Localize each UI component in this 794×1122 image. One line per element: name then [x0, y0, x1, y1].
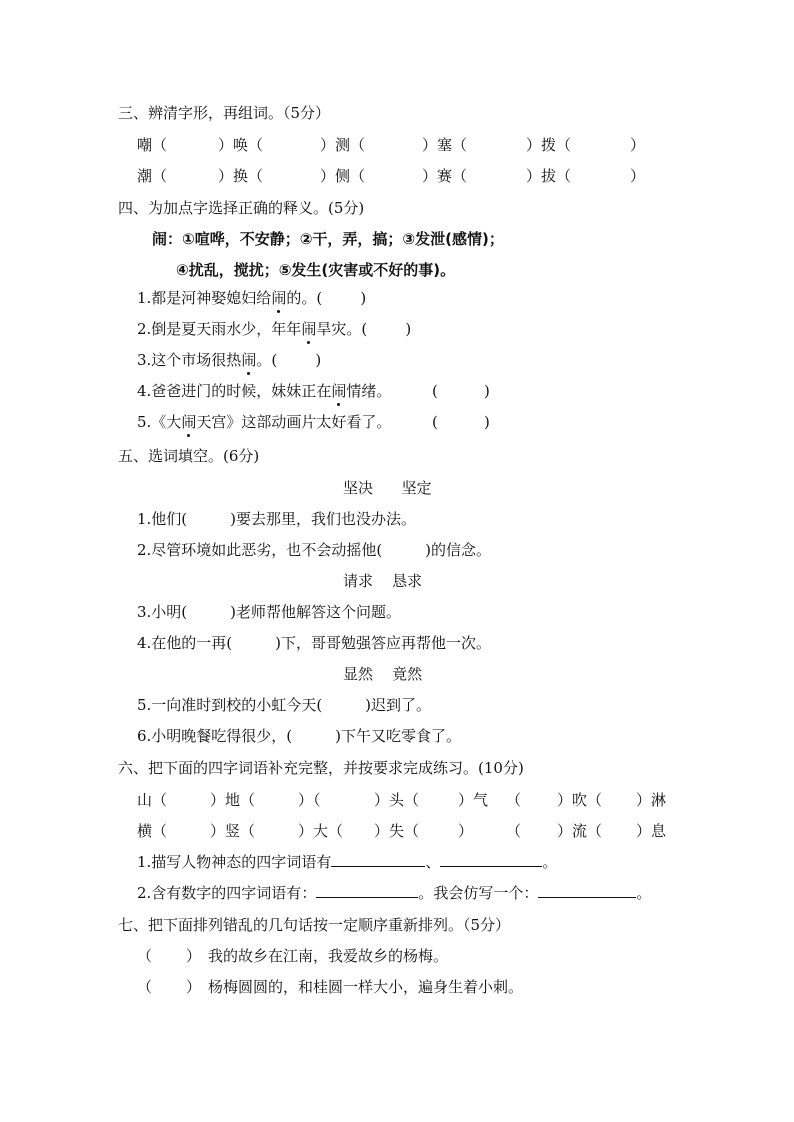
question-5-2: 2.尽管环境如此恶劣，也不会动摇他( )的信念。 [137, 541, 491, 559]
char-item: 潮（ [137, 167, 168, 185]
order-paren-open: （ [137, 947, 153, 965]
char-item: ）赛（ [422, 167, 468, 185]
definition-line-1: 闹：①喧哗，不安静；②干，弄，搞；③发泄(感情)； [152, 230, 504, 248]
answer-blank[interactable] [316, 883, 418, 898]
question-6-2: 2.含有数字的四字词语有： 。我会仿写一个： 。 [137, 884, 652, 902]
question-6-1: 1.描写人物神态的四字词语有 、 。 [137, 853, 558, 871]
word-pair-1: 坚决 坚定 [343, 479, 432, 497]
section-6-title: 六、把下面的四字词语补充完整，并按要求完成练习。(10分) [118, 759, 524, 777]
question-5-3: 3.小明( )老师帮他解答这个问题。 [137, 603, 401, 621]
question-4-2: 2.倒是夏天雨水少，年年闹旱灾。( ) [137, 320, 412, 338]
char-item: ） [630, 136, 646, 154]
dotted-char: 闹 [331, 382, 347, 400]
idiom-part: ）失（ [374, 822, 420, 840]
section-3-title: 三、辨清字形，再组词。（5分） [118, 104, 331, 122]
idiom-part: ）流（ [557, 822, 603, 840]
idiom-part: 横（ [137, 822, 168, 840]
idiom-part: 山（ [137, 791, 168, 809]
order-paren-open: （ [137, 978, 153, 996]
answer-paren-open: ( [432, 382, 438, 400]
dotted-char: 闹 [271, 289, 287, 307]
question-4-1: 1.都是河神娶媳妇给闹的。( ) [137, 289, 367, 307]
section-4-title: 四、为加点字选择正确的释义。(5分) [118, 199, 365, 217]
question-4-4: 4.爸爸进门的时候，妹妹正在闹情绪。 [137, 382, 392, 400]
idiom-part: ）吹（ [557, 791, 603, 809]
idiom-part: ） [458, 822, 474, 840]
char-item: ）换（ [218, 167, 264, 185]
answer-blank[interactable] [440, 852, 542, 867]
order-paren-close: ） [186, 978, 202, 996]
dotted-char: 闹 [301, 320, 317, 338]
char-item: ）测（ [320, 136, 366, 154]
section-7-title: 七、把下面排列错乱的几句话按一定顺序重新排列。（5分） [118, 916, 511, 934]
char-item: ）拨（ [526, 136, 572, 154]
idiom-part: ）竖（ [210, 822, 256, 840]
char-item: ）侧（ [320, 167, 366, 185]
section-5-title: 五、选词填空。(6分) [118, 447, 260, 465]
idiom-part: （ [506, 822, 522, 840]
idiom-part: ）大（ [298, 822, 344, 840]
question-4-5: 5.《大闹天宫》这部动画片太好看了。 [137, 413, 392, 431]
char-item: ）塞（ [422, 136, 468, 154]
question-4-3: 3.这个市场很热闹。( ) [137, 351, 322, 369]
char-item: ）拔（ [526, 167, 572, 185]
char-item: 嘲（ [137, 136, 168, 154]
idiom-part: ）息 [636, 822, 667, 840]
answer-paren-close: ) [484, 413, 490, 431]
idiom-part: ）淋 [636, 791, 667, 809]
definition-line-2: ④扰乱，搅扰；⑤发生(灾害或不好的事)。 [176, 261, 456, 279]
word-pair-2: 请求 恳求 [343, 572, 423, 590]
question-5-4: 4.在他的一再( )下，哥哥勉强答应再帮他一次。 [137, 634, 491, 652]
order-paren-close: ） [186, 947, 202, 965]
answer-blank[interactable] [538, 883, 636, 898]
idiom-part: （ [506, 791, 522, 809]
idiom-part: ）气 [458, 791, 489, 809]
question-5-1: 1.他们( )要去那里，我们也没办法。 [137, 510, 416, 528]
idiom-part: ）（ [298, 791, 321, 809]
sentence-text: 我的故乡在江南，我爱故乡的杨梅。 [208, 947, 449, 965]
dotted-char: 闹 [241, 351, 257, 369]
question-5-6: 6.小明晚餐吃得很少，( )下午又吃零食了。 [137, 727, 461, 745]
word-pair-3: 显然 竟然 [343, 665, 423, 683]
dotted-char: 闹 [181, 413, 197, 431]
answer-paren-close: ) [484, 382, 490, 400]
char-item: ）唤（ [218, 136, 264, 154]
question-5-5: 5.一向准时到校的小虹今天( )迟到了。 [137, 696, 431, 714]
idiom-part: ）地（ [210, 791, 256, 809]
answer-blank[interactable] [331, 852, 425, 867]
sentence-text: 杨梅圆圆的，和桂圆一样大小，遍身生着小刺。 [208, 978, 524, 996]
char-item: ） [630, 167, 646, 185]
idiom-part: ）头（ [374, 791, 420, 809]
answer-paren-open: ( [432, 413, 438, 431]
